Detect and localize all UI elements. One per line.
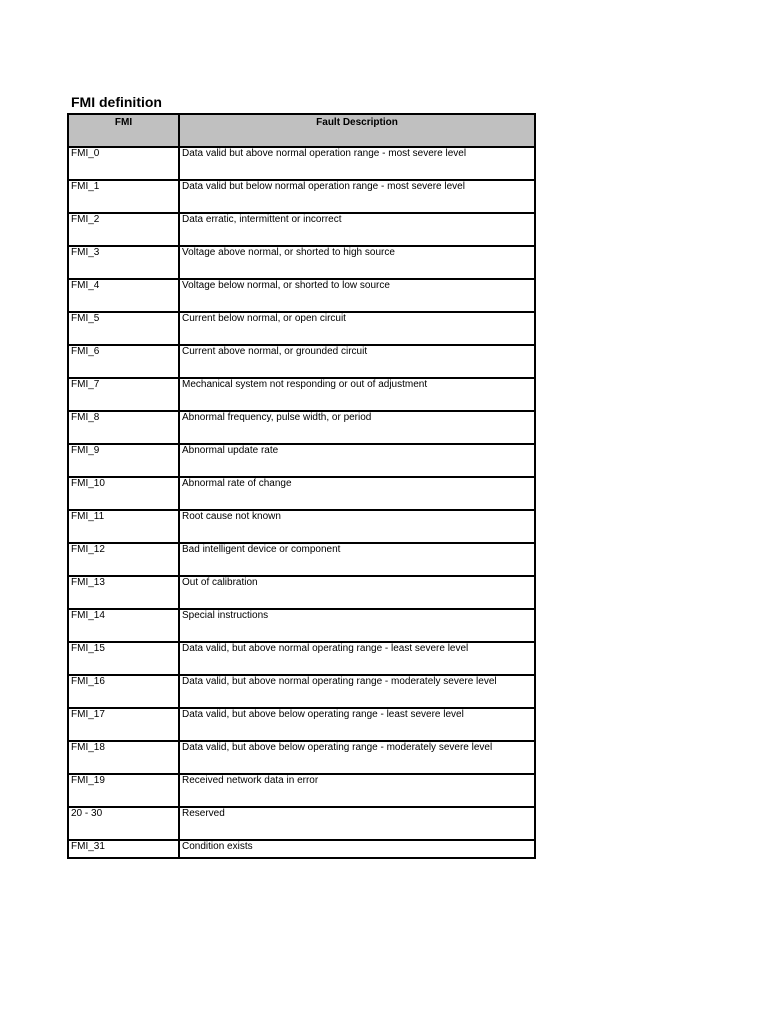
- table-row: [68, 543, 535, 576]
- fault-description-cell: Root cause not known: [179, 510, 535, 543]
- column-header-description: Fault Description: [179, 114, 535, 147]
- fault-description-cell: Data valid, but above normal operating range - moderately severe level: [179, 675, 535, 708]
- fmi-code-cell: FMI_15: [68, 642, 179, 675]
- fmi-code-cell: FMI_7: [68, 378, 179, 411]
- fault-description-cell: Special instructions: [179, 609, 535, 642]
- fault-description-cell: Data valid but above normal operation range - most severe level: [179, 147, 535, 180]
- fmi-code-cell: FMI_12: [68, 543, 179, 576]
- table-row: [68, 774, 535, 807]
- column-header-fmi: FMI: [68, 114, 179, 147]
- fault-description-cell: Out of calibration: [179, 576, 535, 609]
- fmi-code-cell: FMI_4: [68, 279, 179, 312]
- table-row: [68, 411, 535, 444]
- fmi-code-cell: FMI_3: [68, 246, 179, 279]
- table-row: [68, 477, 535, 510]
- table-row: [68, 840, 535, 858]
- fmi-code-cell: FMI_16: [68, 675, 179, 708]
- fmi-code-cell: FMI_9: [68, 444, 179, 477]
- table-row: [68, 147, 535, 180]
- table-row: [68, 312, 535, 345]
- table-row: [68, 708, 535, 741]
- fmi-table: [67, 113, 536, 859]
- fault-description-cell: Mechanical system not responding or out of adjustment: [179, 378, 535, 411]
- fmi-code-cell: FMI_2: [68, 213, 179, 246]
- table-row: [68, 246, 535, 279]
- fmi-code-cell: FMI_14: [68, 609, 179, 642]
- fmi-code-cell: FMI_19: [68, 774, 179, 807]
- table-row: [68, 510, 535, 543]
- table-body: [68, 147, 535, 858]
- fmi-code-cell: 20 - 30: [68, 807, 179, 840]
- fmi-code-cell: FMI_5: [68, 312, 179, 345]
- table-row: [68, 180, 535, 213]
- fault-description-cell: Current above normal, or grounded circuit: [179, 345, 535, 378]
- fault-description-cell: Voltage below normal, or shorted to low source: [179, 279, 535, 312]
- fault-description-cell: Bad intelligent device or component: [179, 543, 535, 576]
- table-row: [68, 279, 535, 312]
- fmi-code-cell: FMI_8: [68, 411, 179, 444]
- fault-description-cell: Data erratic, intermittent or incorrect: [179, 213, 535, 246]
- table-row: [68, 576, 535, 609]
- fmi-code-cell: FMI_11: [68, 510, 179, 543]
- fault-description-cell: Abnormal update rate: [179, 444, 535, 477]
- fmi-code-cell: FMI_6: [68, 345, 179, 378]
- fault-description-cell: Received network data in error: [179, 774, 535, 807]
- fmi-code-cell: FMI_18: [68, 741, 179, 774]
- fmi-code-cell: FMI_10: [68, 477, 179, 510]
- fault-description-cell: Voltage above normal, or shorted to high source: [179, 246, 535, 279]
- table-row: [68, 378, 535, 411]
- table-row: [68, 345, 535, 378]
- table-row: [68, 642, 535, 675]
- fault-description-cell: Condition exists: [179, 840, 535, 858]
- fmi-code-cell: FMI_1: [68, 180, 179, 213]
- table-row: [68, 807, 535, 840]
- fault-description-cell: Data valid, but above below operating range - least severe level: [179, 708, 535, 741]
- fault-description-cell: Data valid, but above normal operating range - least severe level: [179, 642, 535, 675]
- fault-description-cell: Data valid but below normal operation range - most severe level: [179, 180, 535, 213]
- table-row: [68, 444, 535, 477]
- table-row: [68, 609, 535, 642]
- fault-description-cell: Data valid, but above below operating range - moderately severe level: [179, 741, 535, 774]
- fault-description-cell: Abnormal frequency, pulse width, or period: [179, 411, 535, 444]
- table-row: [68, 741, 535, 774]
- fault-description-cell: Current below normal, or open circuit: [179, 312, 535, 345]
- fmi-code-cell: FMI_31: [68, 840, 179, 858]
- fault-description-cell: Abnormal rate of change: [179, 477, 535, 510]
- fmi-code-cell: FMI_17: [68, 708, 179, 741]
- table-row: [68, 675, 535, 708]
- fmi-code-cell: FMI_13: [68, 576, 179, 609]
- page-title: FMI definition: [71, 94, 162, 110]
- fmi-code-cell: FMI_0: [68, 147, 179, 180]
- fault-description-cell: Reserved: [179, 807, 535, 840]
- table-header-row: [68, 114, 535, 147]
- table-row: [68, 213, 535, 246]
